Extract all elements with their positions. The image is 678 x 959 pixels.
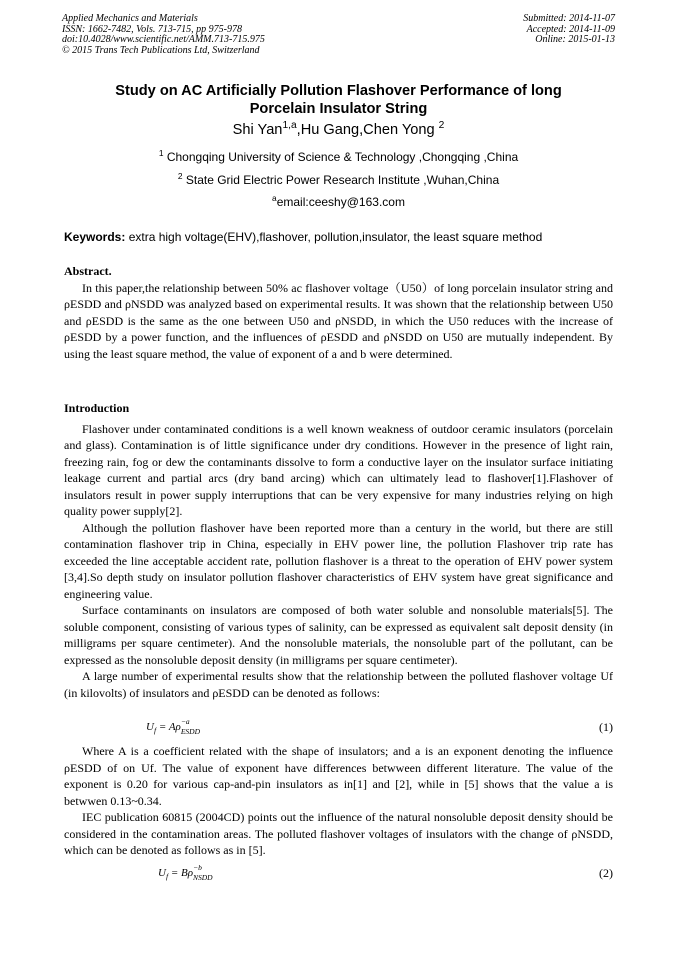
email-mark: a [272,193,277,203]
email-text: email:ceeshy@163.com [276,195,405,209]
eq1-exponent: −a [180,717,190,726]
copyright-line: © 2015 Trans Tech Publications Ltd, Switzerland [62,44,260,56]
affiliation-1-mark: 1 [158,148,164,158]
other-authors: ,Hu Gang,Chen Yong [296,122,439,138]
title-line-2: Porcelain Insulator String [249,101,428,117]
eq2-rhs: = Bρ [168,867,194,879]
affiliation-1-text: Chongqing University of Science & Technology ,Chongqing ,China [163,150,519,164]
author-1-affiliation-mark: 1,a [282,120,297,132]
equation-2-expression [158,863,219,882]
equation-1 [64,717,613,738]
abstract-text: In this paper,the relationship between 50% ac flashover voltage（U50）of long porcelain insulator string and ρESDD and ρNSDD was analyzed based on experimental results. It was shown that the relationship between U50 and ρESDD is the same as the one between U50 and ρNSDD, in which the U50 reduces with the increase of ρESDD by a power function, and the influences of ρESDD and ρNSDD on U50 are mutually independent. By using the least square method, the value of exponent of a and b were determined. [64,280,613,361]
issn-line: ISSN: 1662-7482, Vols. 713-715, pp 975-978 [62,23,242,35]
eq1-rhs: = Aρ [156,721,181,733]
author-1: Shi Yan [232,122,283,138]
affiliation-1 [62,150,615,164]
equation-1-number: (1) [599,720,613,734]
eq1-scripts [180,717,207,736]
eq2-lhs-sub: f [165,872,169,882]
affiliation-2 [62,173,615,187]
title-line-1: Study on AC Artificially Pollution Flashover Performance of long [115,83,562,99]
eq1-lhs-sub: f [153,726,157,736]
submitted-date: Submitted: 2014-11-07 [523,13,615,24]
eq2-subscript: NSDD [193,873,213,882]
paper-title [62,82,615,118]
abstract-heading: Abstract. [64,264,112,278]
journal-name: Applied Mechanics and Materials [62,13,198,24]
intro-paragraph-5: Where A is a coefficient related with the shape of insulators; and a is an exponent denoting the influence ρESDD of on Uf. The value of exponent have differences betwween different literature. The value of the exponent is 0.20 for various cap-and-pin insulators as in[1] and [2], while in [5] shows that the value a is betwwen 0.13~0.34. [64,744,613,808]
online-date: Online: 2015-01-13 [535,34,615,46]
equation-2 [64,863,613,884]
abstract-section [64,263,613,362]
doi-line: doi:10.4028/www.scientific.net/AMM.713-715.975 [62,34,265,46]
introduction-continued [64,743,613,859]
journal-header-right [523,14,615,46]
intro-paragraph-6: IEC publication 60815 (2004CD) points out the influence of the natural nonsoluble deposit density should be considered in the contamination areas. The polluted flashover voltages of insulators with the change of ρNSDD, which can be denoted as follows as in [5]. [64,810,613,857]
intro-paragraph-2: Although the pollution flashover have been reported more than a century in the world, but there are still contamination flashover trip in China, especially in EHV power line, the pollution Flashover trip rate has exceeded the line acceptable accident rate, pollution flashover is a threat to the operation of EHV power system [3,4].So depth study on insulator pollution flashover characteristics of EHV system have great significance and engineering value. [64,520,613,601]
other-authors-affiliation-mark: 2 [438,120,445,132]
intro-paragraph-3: Surface contaminants on insulators are composed of both water soluble and nonsoluble materials[5]. The soluble component, consisting of various types of salinity, can be expressed as equivalent salt deposit density (in milligrams per square centimeter). And the nonsoluble materials, the nonsoluble part of the pollutant, can be expressed as the nonsoluble deposit density (in milligrams per square centimeter). [64,603,613,667]
accepted-date: Accepted: 2014-11-09 [526,23,615,35]
introduction-heading: Introduction [64,401,130,415]
contact-email [62,195,615,209]
affiliation-2-text: State Grid Electric Power Research Institute ,Wuhan,China [182,173,500,187]
eq2-scripts [193,863,219,882]
eq1-lhs: U [146,721,154,733]
affiliation-2-mark: 2 [177,171,183,181]
introduction-section [64,400,613,701]
intro-paragraph-4: A large number of experimental results show that the relationship between the polluted flashover voltage Uf (in kilovolts) of insulators and ρESDD can be denoted as follows: [64,669,613,700]
equation-1-expression [146,717,207,736]
equation-2-number: (2) [599,866,613,880]
eq2-exponent: −b [193,863,202,872]
keywords [64,230,624,244]
journal-header-left [62,14,265,56]
eq1-subscript: ESDD [180,727,200,736]
keywords-text: extra high voltage(EHV),flashover, pollution,insulator, the least square method [125,230,543,244]
keywords-label: Keywords: [64,230,126,244]
author-list [62,121,615,139]
intro-paragraph-1: Flashover under contaminated conditions is a well known weakness of outdoor ceramic insulators (porcelain and glass). Contamination is of little significance under dry conditions. However in the presence of light rain, freezing rain, fog or dew the contaminants dissolve to form a conductive layer on the insulator surface initiating leakage current and partial arcs (dry band arcing) which can ultimately lead to flashover[1].Flashover of insulators result in power supply interruptions that can be very expensive for many industries relying on high quality power supply[2]. [64,421,613,518]
eq2-lhs: U [158,867,166,879]
